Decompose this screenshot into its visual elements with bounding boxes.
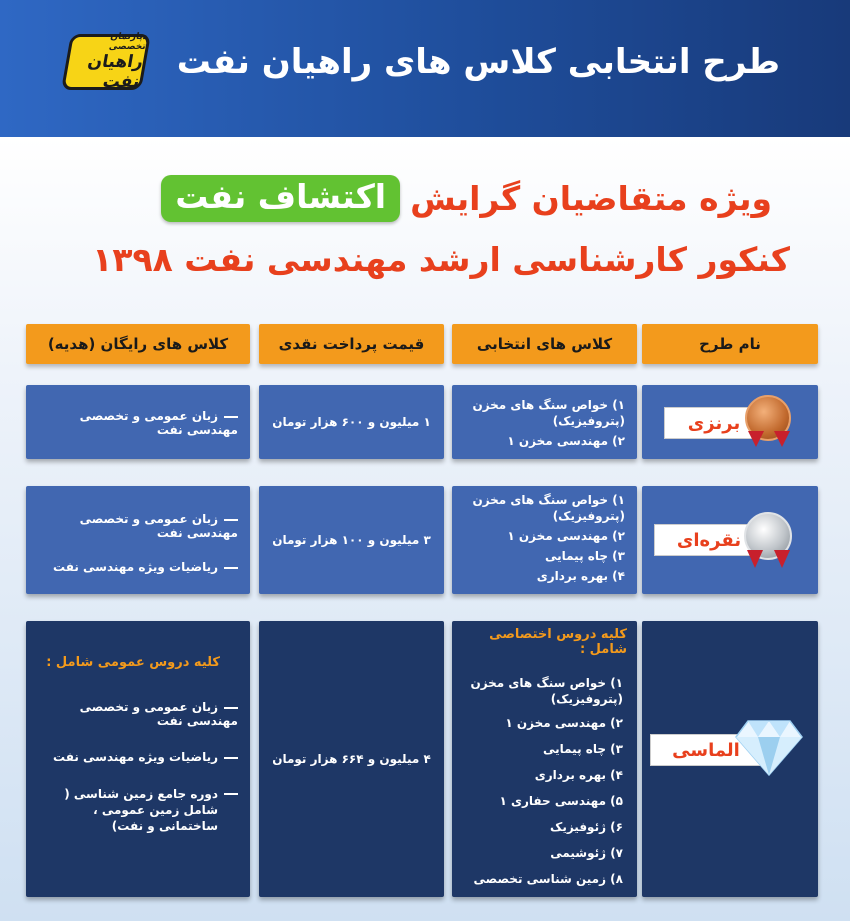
price-cell-bronze	[259, 385, 444, 459]
price-value: ۴ میلیون و ۶۶۴ هزار تومان	[272, 752, 431, 766]
plan-label-bronze: برنزی	[664, 407, 764, 439]
list-item: ۷) ژئوشیمی	[550, 846, 623, 860]
plan-cell-bronze	[642, 385, 818, 459]
list-item: ۳) چاه پیمایی	[544, 549, 625, 563]
price-cell-diamond	[259, 621, 444, 897]
header-banner	[0, 0, 850, 137]
list-item: ۴) بهره برداری	[536, 569, 625, 583]
bullet-dash	[224, 707, 238, 709]
classes-heading: کلیه دروس اختصاصی شامل :	[489, 627, 627, 657]
list-item	[34, 700, 238, 728]
list-item: ۱) خواص سنگ های مخزن (پتروفیزیک)	[472, 398, 625, 428]
silver-ribbon-left-icon	[747, 550, 763, 568]
list-item	[34, 560, 238, 574]
subtitle-line2: کنکور کارشناسی ارشد مهندسی نفت ۱۳۹۸	[92, 240, 790, 279]
gift-text: ریاضیات ویژه مهندسی نفت	[53, 750, 218, 764]
list-item	[34, 512, 238, 540]
list-item: ۲) مهندسی مخزن ۱	[507, 434, 625, 448]
logo-big-text: راهیان نفت	[86, 52, 145, 92]
diamond-icon	[734, 719, 804, 777]
gift-text: زبان عمومی و تخصصی مهندسی نفت	[79, 512, 238, 540]
list-item	[34, 786, 238, 834]
list-item: ۲) مهندسی مخزن ۱	[507, 529, 625, 543]
price-cell-silver	[259, 486, 444, 594]
plan-cell-silver	[642, 486, 818, 594]
classes-cell-silver	[452, 486, 637, 594]
bronze-ribbon-left-icon	[748, 431, 764, 447]
subtitle-highlight: اکتشاف نفت	[161, 175, 400, 222]
column-header-price: قیمت پرداخت نقدی	[259, 324, 444, 364]
gifts-heading: کلیه دروس عمومی شامل :	[46, 655, 220, 670]
gift-text: ریاضیات ویژه مهندسی نفت	[53, 560, 218, 574]
list-item	[34, 409, 238, 437]
list-item: ۲) مهندسی مخزن ۱	[505, 716, 623, 730]
column-header-classes: کلاس های انتخابی	[452, 324, 637, 364]
bullet-dash	[224, 519, 238, 521]
gift-text: زبان عمومی و تخصصی مهندسی نفت	[79, 700, 238, 728]
bullet-dash	[224, 567, 238, 569]
list-item: ۸) زمین شناسی تخصصی	[473, 872, 623, 886]
bronze-ribbon-right-icon	[774, 431, 790, 447]
list-item: ۱) خواص سنگ های مخزن (پتروفیزیک)	[472, 493, 625, 523]
list-item: ۱) خواص سنگ های مخزن (پتروفیزیک)	[470, 676, 623, 706]
column-header-plan: نام طرح	[642, 324, 818, 364]
bullet-dash	[224, 793, 238, 795]
gifts-cell-bronze	[26, 385, 250, 459]
column-header-gifts: کلاس های رایگان (هدیه)	[26, 324, 250, 364]
plan-label-diamond: الماسی	[650, 734, 762, 766]
price-value: ۱ میلیون و ۶۰۰ هزار تومان	[272, 415, 431, 429]
bullet-dash	[224, 757, 238, 759]
price-value: ۳ میلیون و ۱۰۰ هزار تومان	[272, 533, 431, 547]
gift-text: زبان عمومی و تخصصی مهندسی نفت	[79, 409, 238, 437]
plan-label-silver: نقره‌ای	[654, 524, 764, 556]
subtitle-prefix: ویژه متقاضیان گرایش	[410, 179, 772, 218]
gifts-cell-silver	[26, 486, 250, 594]
silver-ribbon-right-icon	[774, 550, 790, 568]
classes-cell-bronze	[452, 385, 637, 459]
bullet-dash	[224, 416, 238, 418]
classes-cell-diamond	[452, 621, 637, 897]
gifts-cell-diamond	[26, 621, 250, 897]
list-item: ۵) مهندسی حفاری ۱	[499, 794, 623, 808]
page-title: طرح انتخابی کلاس های راهیان نفت	[176, 42, 780, 82]
list-item	[34, 750, 238, 764]
list-item: ۳) چاه پیمایی	[542, 742, 623, 756]
plan-cell-diamond	[642, 621, 818, 897]
subtitle-line1	[161, 175, 772, 222]
list-item: ۴) بهره برداری	[534, 768, 623, 782]
gift-text: دوره جامع زمین شناسی ( شامل زمین عمومی ، ساختمانی و نفت)	[64, 787, 218, 833]
logo-small-text: دپارتمان تخصصی	[108, 32, 149, 52]
list-item: ۶) ژئوفیزیک	[550, 820, 623, 834]
brand-logo	[61, 34, 151, 90]
